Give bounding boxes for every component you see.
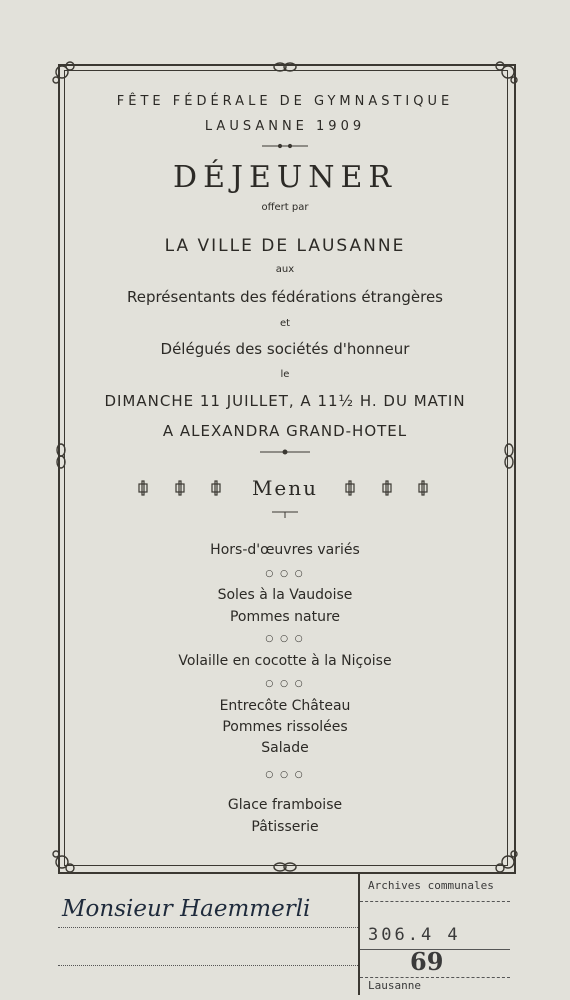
event-subtitle: LAUSANNE 1909 [204, 119, 366, 134]
stamp-city: Lausanne [368, 979, 421, 992]
menu-item-4: Volaille en cocotte à la Niçoise [178, 653, 392, 669]
corner-ornament-top-left-icon [53, 62, 74, 83]
menu-separator-1: ○ ○ ○ [265, 569, 305, 579]
and-label: et [279, 318, 291, 329]
menu-item-1: Hors-d'œuvres variés [210, 542, 360, 558]
to-label: aux [275, 264, 295, 275]
divider-ornament-3-icon [272, 512, 298, 518]
recipient-dotted-line [58, 927, 358, 928]
offered-by-label: offert par [261, 202, 309, 213]
event-venue: A ALEXANDRA GRAND-HOTEL [162, 422, 408, 440]
stamp-divider-3 [360, 977, 510, 978]
corner-ornament-bottom-right-icon [496, 851, 517, 872]
menu-separator-2: ○ ○ ○ [265, 634, 305, 644]
right-side-knot-icon [505, 444, 513, 468]
stamp-divider-1 [360, 901, 510, 902]
bottom-knot-ornament-icon [274, 863, 296, 871]
recipient-handwriting: Monsieur Haemmerli [62, 896, 311, 922]
menu-separator-3: ○ ○ ○ [265, 679, 305, 689]
second-dotted-line [58, 965, 358, 966]
menu-item-2: Soles à la Vaudoise [217, 587, 353, 603]
guests-line-1: Représentants des fédérations étrangères [126, 288, 444, 306]
menu-item-3: Pommes nature [229, 609, 341, 625]
menu-item-5: Entrecôte Château [219, 698, 351, 714]
event-title: FÊTE FÉDÉRALE DE GYMNASTIQUE [116, 94, 454, 109]
the-label: le [280, 369, 290, 380]
left-side-knot-icon [57, 444, 65, 468]
stamp-reference: 306.4 4 [368, 925, 461, 945]
menu-heading: Menu [251, 476, 319, 500]
menu-item-8: Glace framboise [227, 797, 343, 813]
stamp-number: 69 [410, 947, 444, 976]
corner-ornament-bottom-left-icon [53, 851, 74, 872]
archive-stamp [358, 873, 510, 995]
guests-line-2: Délégués des sociétés d'honneur [160, 340, 410, 358]
meal-title: DÉJEUNER [173, 160, 397, 195]
divider-ornament-2-icon [260, 450, 310, 454]
top-knot-ornament-icon [274, 63, 296, 71]
menu-item-9: Pâtisserie [251, 819, 319, 835]
host-name: LA VILLE DE LAUSANNE [164, 236, 406, 256]
menu-item-6: Pommes rissolées [222, 719, 348, 735]
menu-separator-4: ○ ○ ○ [265, 770, 305, 780]
menu-item-7: Salade [261, 740, 309, 756]
divider-ornament-1-icon [262, 144, 308, 147]
corner-ornament-top-right-icon [496, 62, 517, 83]
event-date: DIMANCHE 11 JUILLET, A 11½ H. DU MATIN [104, 392, 466, 410]
stamp-archive-label: Archives communales [368, 879, 494, 892]
